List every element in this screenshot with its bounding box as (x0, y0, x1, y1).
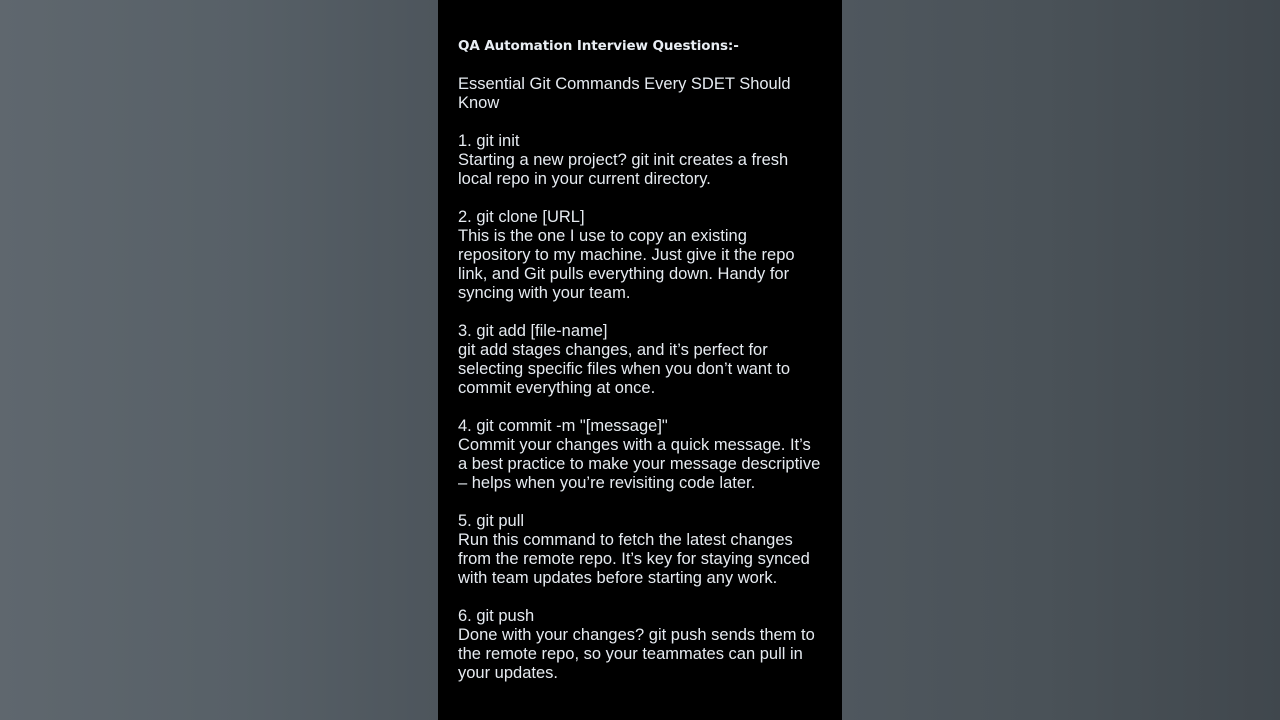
background-right-blur (842, 0, 1280, 720)
git-command-title: 5. git pull (458, 512, 525, 530)
git-command-description: Starting a new project? git init creates a fresh local repo in your current directory. (458, 151, 789, 188)
git-command-title: 3. git add [file-name] (458, 322, 608, 340)
git-command-description: Done with your changes? git push sends them to the remote repo, so your teammates can pull in your updates. (458, 626, 815, 682)
card-subtitle: Essential Git Commands Every SDET Should Know (458, 75, 791, 112)
git-command-title: 1. git init (458, 132, 520, 150)
background-left-blur (0, 0, 438, 720)
git-command-item (458, 607, 822, 683)
card-heading: QA Automation Interview Questions:- (458, 38, 739, 54)
git-command-item (458, 208, 822, 303)
git-command-item (458, 322, 822, 398)
git-command-title: 2. git clone [URL] (458, 208, 585, 226)
git-command-item (458, 417, 822, 493)
git-command-title: 4. git commit -m "[message]" (458, 417, 668, 435)
git-command-title: 6. git push (458, 607, 535, 625)
git-command-item (458, 512, 822, 588)
git-command-description: Commit your changes with a quick message. It’s a best practice to make your message descriptive – helps when you’re revisiting code later. (458, 436, 821, 492)
git-command-description: This is the one I use to copy an existing repository to my machine. Just give it the repo link, and Git pulls everything down. Handy for syncing with your team. (458, 227, 795, 302)
content-card (438, 0, 842, 720)
git-command-description: git add stages changes, and it’s perfect for selecting specific files when you don’t want to commit everything at once. (458, 341, 791, 397)
git-command-description: Run this command to fetch the latest changes from the remote repo. It’s key for staying synced with team updates before starting any work. (458, 531, 810, 587)
git-command-item (458, 132, 822, 189)
